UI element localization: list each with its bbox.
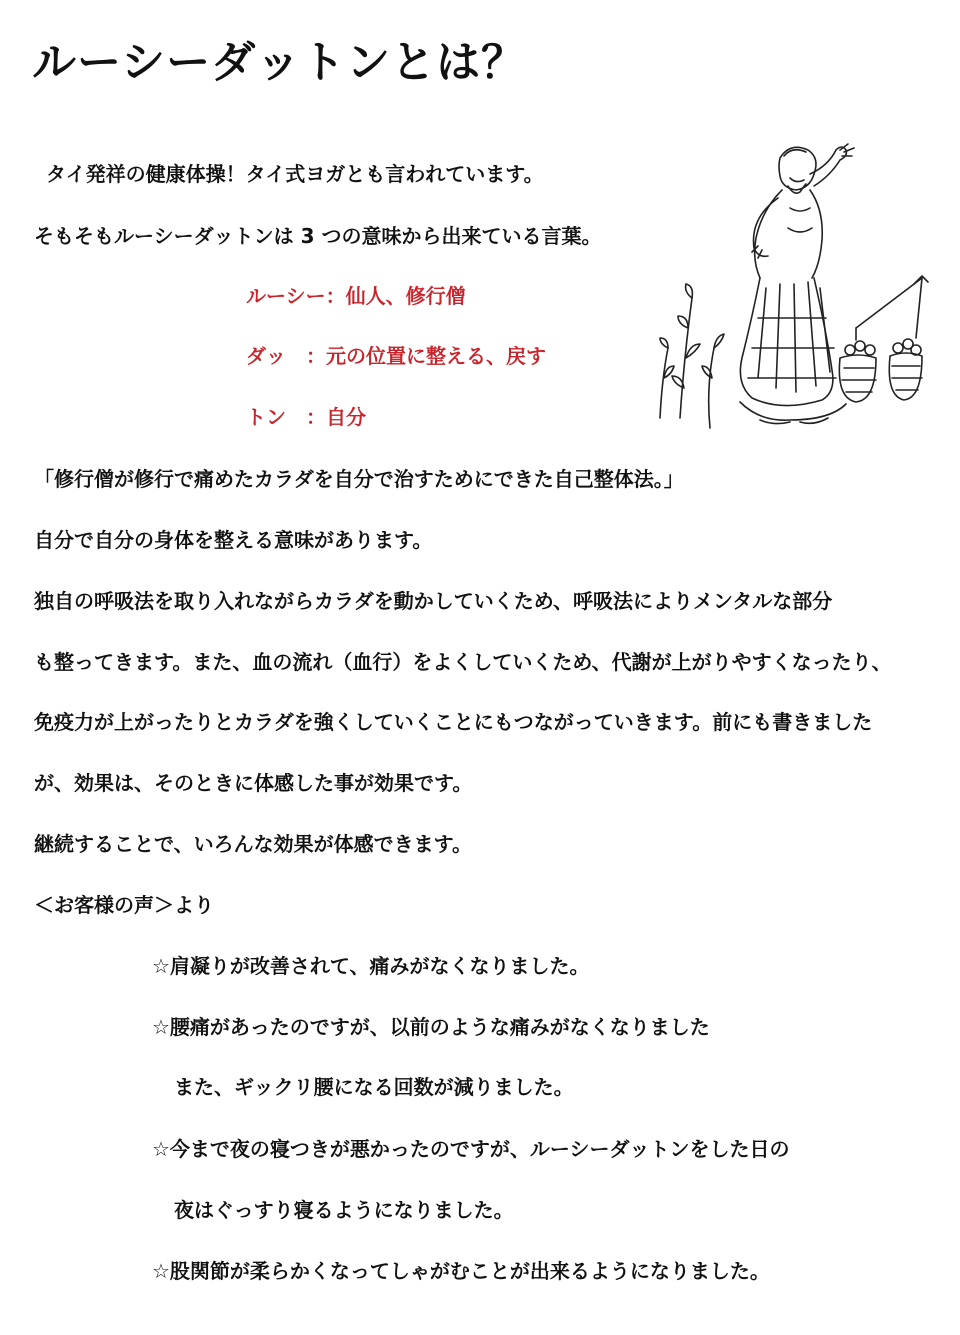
body-line-5: 免疫力が上がったりとカラダを強くしていくことにもつながっていきます。前にも書きました [34, 710, 873, 734]
body-line-4: も整ってきます。また、血の流れ（血行）をよくしていくため、代謝が上がりやすくなったり、 [34, 650, 892, 674]
meaning-rushi: ルーシー：仙人、修行僧 [246, 284, 466, 308]
body-line-3: 独自の呼吸法を取り入れながらカラダを動かしていくため、呼吸法によりメンタルな部分 [34, 589, 833, 613]
hermit-figure-icon [640, 128, 930, 438]
body-line-6: が、効果は、そのときに体感した事が効果です。 [34, 771, 473, 795]
intro-line-2: そもそもルーシーダットンは 3 つの意味から出来ている言葉。 [34, 224, 602, 248]
body-line-1: 「修行僧が修行で痛めたカラダを自分で治すためにできた自己整体法。」 [34, 467, 684, 491]
page-title: ルーシーダットンとは？ [32, 37, 527, 88]
meaning-dat: ダッ ：元の位置に整える、戻す [246, 344, 546, 368]
body-line-7: 継続することで、いろんな効果が体感できます。 [34, 832, 472, 856]
meaning-ton: トン ：自分 [246, 405, 366, 429]
testimonial-2: ☆腰痛があったのですが、以前のような痛みがなくなりました [152, 1015, 710, 1039]
testimonial-3: ☆今まで夜の寝つきが悪かったのですが、ルーシーダットンをした日の [152, 1137, 790, 1161]
testimonial-2-cont: また、ギックリ腰になる回数が減りました。 [174, 1075, 574, 1099]
testimonial-3-cont: 夜はぐっすり寝るようになりました。 [174, 1198, 514, 1222]
testimonial-1: ☆肩凝りが改善されて、痛みがなくなりました。 [152, 954, 590, 978]
intro-line-1: タイ発祥の健康体操！タイ式ヨガとも言われています。 [46, 162, 544, 186]
body-line-2: 自分で自分の身体を整える意味があります。 [34, 528, 433, 552]
voice-heading: ＜お客様の声＞より [34, 893, 214, 917]
testimonial-4: ☆股関節が柔らかくなってしゃがむことが出来るようになりました。 [152, 1259, 770, 1283]
